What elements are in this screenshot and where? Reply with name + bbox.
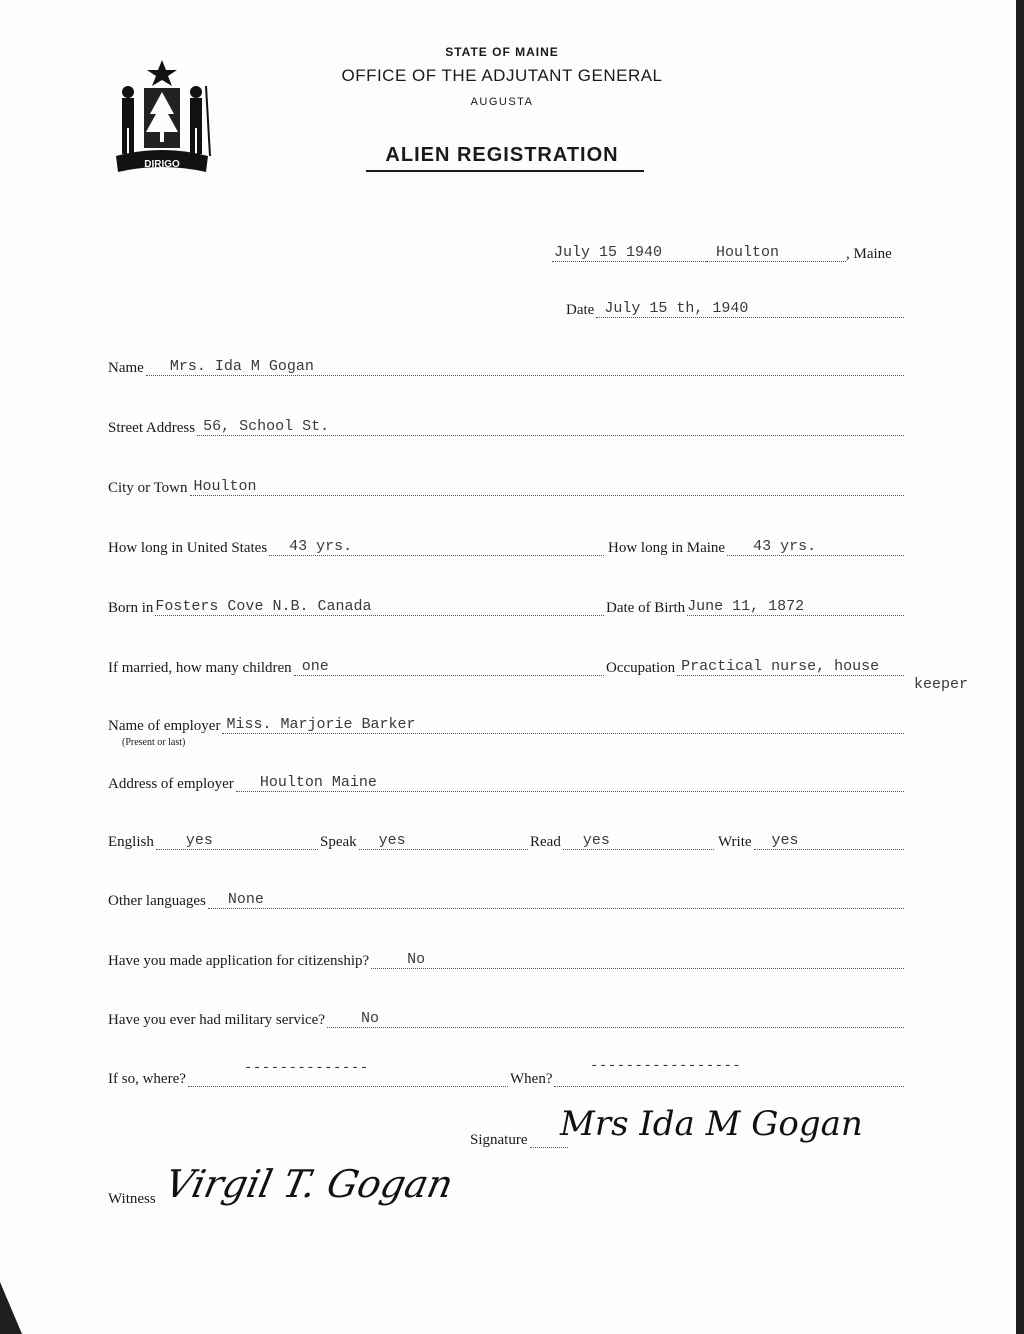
citizenship-value: No xyxy=(407,951,426,968)
place-town-value: Houlton xyxy=(716,244,780,261)
place-date-field xyxy=(552,246,706,262)
english-field xyxy=(156,834,318,850)
other-languages-value: None xyxy=(227,891,264,908)
other-languages-row xyxy=(108,893,906,909)
military-row xyxy=(108,1012,906,1028)
speak-row xyxy=(320,834,530,850)
name-value: Mrs. Ida M Gogan xyxy=(169,358,314,375)
speak-field xyxy=(359,834,528,850)
read-value: yes xyxy=(582,832,610,849)
maine-time-label: How long in Maine xyxy=(608,540,726,556)
city-label: City or Town xyxy=(108,480,188,496)
us-time-label: How long in United States xyxy=(108,540,268,556)
other-languages-field xyxy=(208,893,904,909)
city-heading: AUGUSTA xyxy=(470,96,534,108)
speak-label: Speak xyxy=(320,834,357,850)
street-label: Street Address xyxy=(108,420,196,436)
employer-address-field xyxy=(236,776,904,792)
children-row xyxy=(108,660,606,676)
english-label: English xyxy=(108,834,154,850)
seal-banner-text: DIRIGO xyxy=(144,159,180,170)
street-row xyxy=(108,420,906,436)
born-label: Born in xyxy=(108,600,154,616)
maine-time-value: 43 yrs. xyxy=(753,538,817,555)
scan-corner-shadow xyxy=(0,1282,22,1334)
write-row xyxy=(718,834,906,850)
children-value: one xyxy=(301,658,329,675)
children-field xyxy=(294,660,604,676)
dob-label: Date of Birth xyxy=(606,600,686,616)
maine-suffix: , Maine xyxy=(846,246,892,262)
employer-label: Name of employer xyxy=(108,718,221,734)
write-value: yes xyxy=(771,832,799,849)
name-label: Name xyxy=(108,360,144,376)
date-line xyxy=(566,302,906,318)
born-field xyxy=(155,600,604,616)
place-town-field xyxy=(706,246,846,262)
occupation-value-line2: keeper xyxy=(914,676,969,693)
us-time-value: 43 yrs. xyxy=(289,538,353,555)
english-value: yes xyxy=(185,832,213,849)
office-heading: OFFICE OF THE ADJUTANT GENERAL xyxy=(341,66,663,85)
citizenship-field xyxy=(371,953,904,969)
street-value: 56, School St. xyxy=(203,418,330,435)
dob-row xyxy=(606,600,906,616)
employer-row xyxy=(108,718,906,734)
city-field xyxy=(190,480,904,496)
read-field xyxy=(563,834,714,850)
signature-value: Mrs Ida M Gogan xyxy=(560,1104,863,1144)
military-field xyxy=(327,1012,904,1028)
employer-field xyxy=(222,718,904,734)
military-label: Have you ever had military service? xyxy=(108,1012,325,1028)
employer-address-value: Houlton Maine xyxy=(259,774,377,791)
witness-signature: Virgil T. Gogan xyxy=(161,1162,458,1206)
form-title: ALIEN REGISTRATION xyxy=(385,144,619,166)
write-field xyxy=(754,834,904,850)
city-row xyxy=(108,480,906,496)
state-heading: STATE OF MAINE xyxy=(445,45,559,59)
maine-time-row xyxy=(608,540,906,556)
us-time-field xyxy=(269,540,604,556)
employer-address-row xyxy=(108,776,906,792)
where-value: -------------- xyxy=(244,1060,369,1076)
place-line xyxy=(552,246,908,262)
maine-time-field xyxy=(727,540,904,556)
employer-address-label: Address of employer xyxy=(108,776,234,792)
english-row xyxy=(108,834,320,850)
occupation-value: Practical nurse, house xyxy=(681,658,880,675)
employer-sublabel: (Present or last) xyxy=(122,737,186,748)
born-value: Fosters Cove N.B. Canada xyxy=(155,598,372,615)
where-label: If so, where? xyxy=(108,1071,186,1087)
signature-label: Signature xyxy=(470,1132,528,1148)
other-languages-label: Other languages xyxy=(108,893,206,909)
dob-value: June 11, 1872 xyxy=(687,598,805,615)
employer-value: Miss. Marjorie Barker xyxy=(226,716,416,733)
read-row xyxy=(530,834,716,850)
place-date-value: July 15 1940 xyxy=(554,244,663,261)
name-field xyxy=(146,360,904,376)
name-row xyxy=(108,360,906,376)
date-field xyxy=(596,302,904,318)
street-field xyxy=(197,420,904,436)
city-value: Houlton xyxy=(193,478,257,495)
occupation-field xyxy=(677,660,904,676)
born-row xyxy=(108,600,606,616)
dob-field xyxy=(687,600,904,616)
us-time-row xyxy=(108,540,606,556)
scan-edge-shadow xyxy=(1016,0,1024,1334)
citizenship-label: Have you made application for citizenship? xyxy=(108,953,370,969)
military-value: No xyxy=(361,1010,380,1027)
date-label: Date xyxy=(566,302,595,318)
read-label: Read xyxy=(530,834,561,850)
when-value: ----------------- xyxy=(590,1058,742,1074)
title-underline xyxy=(366,170,644,172)
occupation-label: Occupation xyxy=(606,660,676,676)
when-label: When? xyxy=(510,1071,553,1087)
speak-value: yes xyxy=(378,832,406,849)
date-value: July 15 th, 1940 xyxy=(604,300,749,317)
witness-label: Witness xyxy=(108,1191,156,1207)
occupation-row xyxy=(606,660,906,676)
write-label: Write xyxy=(718,834,752,850)
children-label: If married, how many children xyxy=(108,660,292,676)
citizenship-row xyxy=(108,953,906,969)
signature-row xyxy=(470,1132,570,1148)
